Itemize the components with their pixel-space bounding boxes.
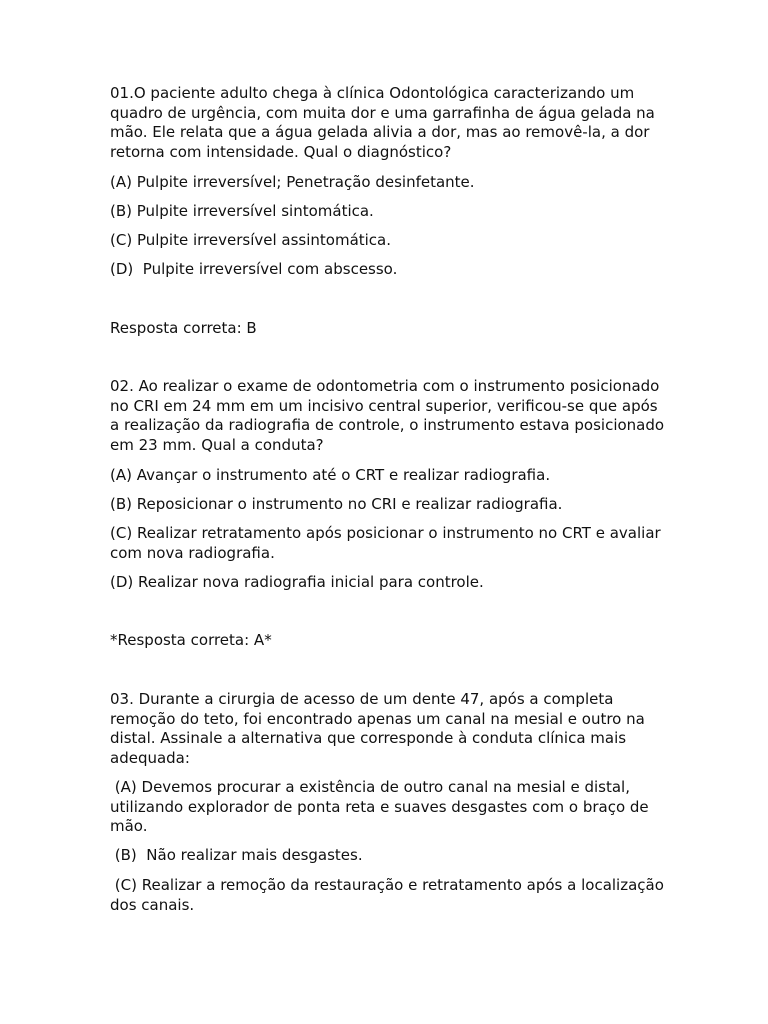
question-2-text: 02. Ao realizar o exame de odontometria com o instrumento posicionado no CRI em 24 mm em um incisivo central superior, verificou-se que após a realização da radiografia de controle, o instrumento estava posicionado em 23 mm. Qual a conduta?	[110, 377, 665, 454]
question-2-option-d: (D) Realizar nova radiografia inicial para controle.	[110, 573, 484, 591]
question-2-answer: *Resposta correta: A*	[110, 631, 272, 649]
question-2-option-c: (C) Realizar retratamento após posicionar o instrumento no CRT e avaliar com nova radiografia.	[110, 524, 666, 562]
question-1-option-b: (B) Pulpite irreversível sintomática.	[110, 202, 374, 220]
question-2-option-a: (A) Avançar o instrumento até o CRT e realizar radiografia.	[110, 466, 551, 484]
question-1-option-a: (A) Pulpite irreversível; Penetração desinfetante.	[110, 173, 475, 191]
question-1-text: 01.O paciente adulto chega à clínica Odontológica caracterizando um quadro de urgência, com muita dor e uma garrafinha de água gelada na mão. Ele relata que a água gelada alivia a dor, mas ao removê-la, a dor retorna com intensidade. Qual o diagnóstico?	[110, 84, 655, 161]
question-3-option-c: (C) Realizar a remoção da restauração e retratamento após a localização dos canais.	[110, 876, 669, 914]
question-2-option-b: (B) Reposicionar o instrumento no CRI e realizar radiografia.	[110, 495, 563, 513]
question-1-answer: Resposta correta: B	[110, 319, 257, 337]
question-3-text: 03. Durante a cirurgia de acesso de um dente 47, após a completa remoção do teto, foi encontrado apenas um canal na mesial e outro na distal. Assinale a alternativa que corresponde à conduta clínica mais adequada:	[110, 690, 645, 767]
question-1-option-d: (D) Pulpite irreversível com abscesso.	[110, 260, 398, 278]
question-3-option-a: (A) Devemos procurar a existência de outro canal na mesial e distal, utilizando explorador de ponta reta e suaves desgastes com o braço de mão.	[110, 778, 654, 835]
question-1-option-c: (C) Pulpite irreversível assintomática.	[110, 231, 392, 249]
question-3-option-b: (B) Não realizar mais desgastes.	[110, 846, 363, 864]
